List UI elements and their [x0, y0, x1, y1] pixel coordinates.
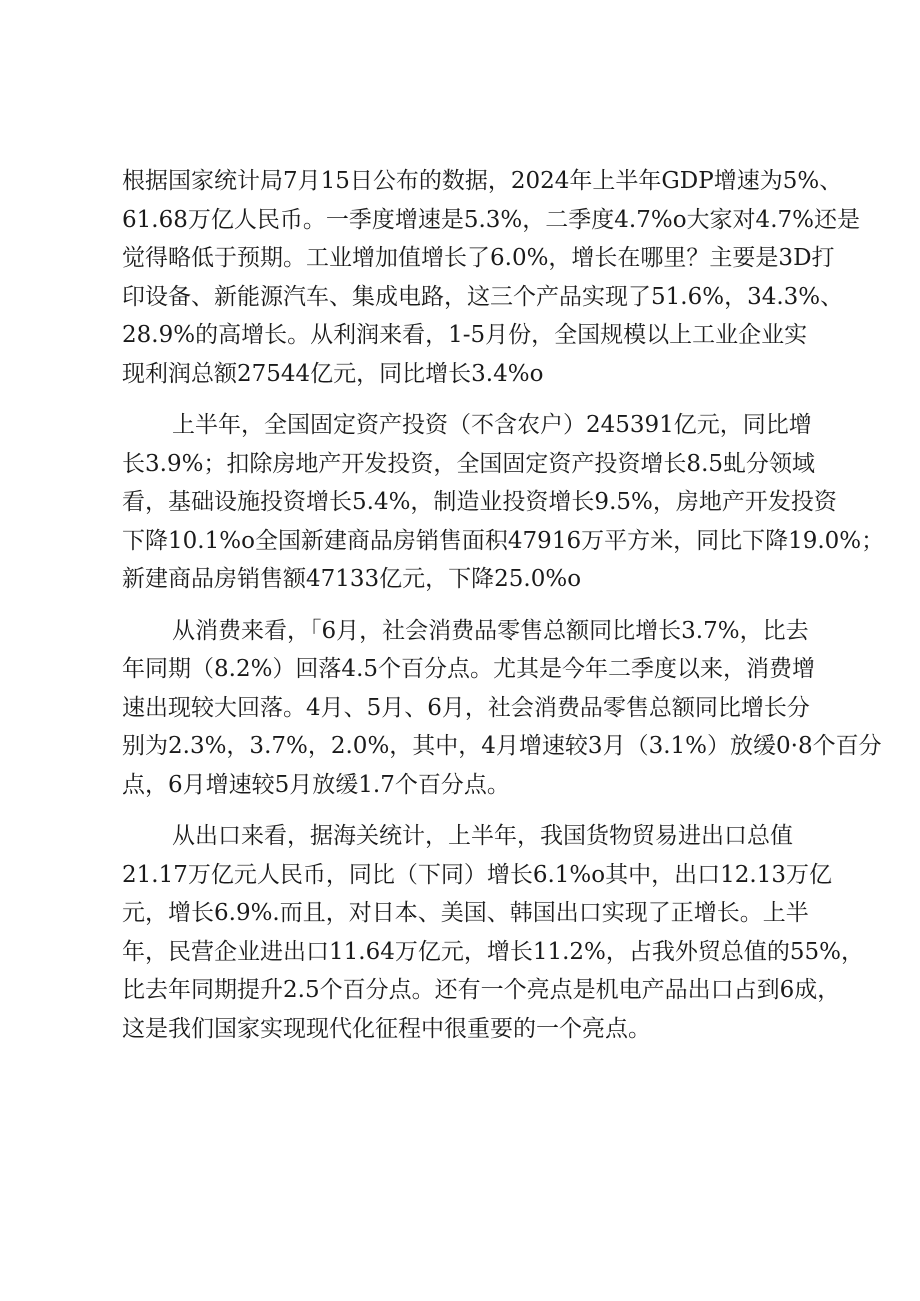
text-line: 印设备、新能源汽车、集成电路，这三个产品实现了51.6%，34.3%、	[122, 283, 844, 310]
text-line: 从消费来看，「6月，社会消费品零售总额同比增长3.7%，比去	[172, 617, 809, 644]
document-body	[122, 162, 885, 1061]
text-line: 从出口来看，据海关统计，上半年，我国货物贸易进出口总值	[172, 823, 793, 849]
text-line: 年同期（8.2%）回落4.5个百分点。尤其是今年二季度以来，消费增	[122, 656, 816, 682]
text-line: 看，基础设施投资增长5.4%，制造业投资增长9.5%，房地产开发投资	[122, 489, 837, 515]
text-line: 别为2.3%，3.7%，2.0%，其中，4月增速较3月（3.1%）放缓0·8个百分	[122, 733, 882, 759]
paragraph-export	[122, 817, 865, 1048]
text-line: 根据国家统计局7月15日公布的数据，2024年上半年GDP增速为5%、	[122, 168, 843, 194]
text-line: 速出现较大回落。4月、5月、6月，社会消费品零售总额同比增长分	[122, 694, 810, 721]
text-line: 下降10.1%o全国新建商品房销售面积47916万平方米，同比下降19.0%；	[122, 527, 885, 554]
text-line: 这是我们国家实现现代化征程中很重要的一个亮点。	[122, 1015, 651, 1042]
text-line: 年，民营企业进出口11.64万亿元，增长11.2%，占我外贸总值的55%，	[122, 938, 865, 965]
text-line: 点，6月增速较5月放缓1.7个百分点。	[122, 771, 510, 798]
paragraph-investment	[122, 406, 885, 599]
text-line: 28.9%的高增长。从利润来看，1-5月份，全国规模以上工业企业实	[122, 322, 808, 348]
text-line: 现利润总额27544亿元，同比增长3.4%o	[122, 360, 544, 387]
text-line: 21.17万亿元人民币，同比（下同）增长6.1%o其中，出口12.13万亿	[122, 861, 832, 888]
text-line: 新建商品房销售额47133亿元，下降25.0%o	[122, 566, 582, 592]
text-line: 比去年同期提升2.5个百分点。还有一个亮点是机电产品出口占到6成，	[122, 977, 841, 1003]
paragraph-consumption	[122, 612, 882, 805]
text-line: 觉得略低于预期。工业增加值增长了6.0%，增长在哪里？主要是3D打	[122, 245, 835, 271]
text-line: 元，增长6.9%.而且，对日本、美国、韩国出口实现了正增长。上半	[122, 900, 809, 926]
paragraph-gdp	[122, 162, 860, 393]
text-line: 61.68万亿人民币。一季度增速是5.3%，二季度4.7%o大家对4.7%还是	[122, 206, 860, 233]
text-line: 长3.9%；扣除房地产开发投资，全国固定资产投资增长8.5虬分领域	[122, 450, 816, 477]
text-line: 上半年，全国固定资产投资（不含农户）245391亿元，同比增	[172, 412, 812, 438]
